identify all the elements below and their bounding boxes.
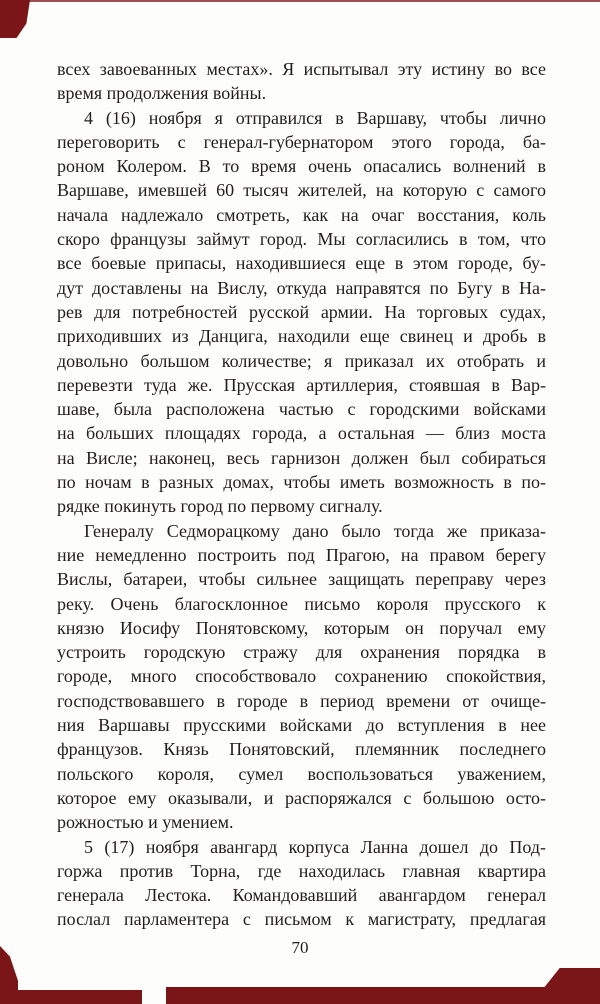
scan-edge-bottom-right-corner xyxy=(544,968,600,1004)
text-line: Генералу Седморацкому дано было тогда же приказа- xyxy=(84,520,546,541)
text-line: Варшаве, имевшей 60 тысяч жителей, на которую с самого xyxy=(57,180,546,201)
text-line: французов. Князь Понятовский, племянник последнего xyxy=(57,739,546,760)
text-line: 4 (16) ноября я отправился в Варшаву, чтобы лично xyxy=(84,107,546,128)
text-line: время продолжения войны. xyxy=(57,83,267,104)
scan-edge-bottom-strip-right xyxy=(166,987,600,1004)
text-line: все боевые припасы, находившиеся еще в этом городе, бу- xyxy=(57,253,546,274)
text-line: 5 (17) ноября авангард корпуса Ланна дошел до Под- xyxy=(84,836,546,857)
text-line: реку. Очень благосклонное письмо короля прусского к xyxy=(57,593,546,614)
page-number: 70 xyxy=(291,938,309,957)
text-line: ния Варшавы прусскими войсками до вступления в нее xyxy=(57,715,546,736)
text-line: перевезти туда же. Прусская артиллерия, стоявшая в Вар- xyxy=(57,374,546,395)
text-line: рожностью и умением. xyxy=(57,812,234,833)
text-line: Вислы, батареи, чтобы сильнее защищать переправу через xyxy=(57,569,546,590)
text-line: рев для потребностей русской армии. На торговых судах, xyxy=(57,301,546,322)
text-line: польского короля, сумел воспользоваться уважением, xyxy=(57,763,546,784)
text-line: довольно большом количестве; я приказал их отобрать и xyxy=(57,350,546,371)
scan-edge-top-left-corner xyxy=(0,0,30,38)
scan-edge-bottom-strip-left xyxy=(0,990,142,1004)
text-line: господствовавшего в городе в период времени от очище- xyxy=(57,690,546,711)
text-line: на больших площадях города, а остальная — близ моста xyxy=(57,423,546,444)
text-line: на Висле; наконец, весь гарнизон должен был собираться xyxy=(57,447,546,468)
text-line: переговорить с генерал-губернатором этого города, ба- xyxy=(57,131,546,152)
text-line: рядке покинуть город по первому сигналу. xyxy=(57,496,383,517)
text-line: роном Колером. В то время очень опасались волнений в xyxy=(57,156,546,177)
text-line: послал парламентера с письмом к магистрату, предлагая xyxy=(57,909,546,930)
text-line: ние немедленно построить под Прагою, на правом берегу xyxy=(57,544,546,565)
text-line: городе, много способствовало сохранению спокойствия, xyxy=(57,666,546,687)
page-text xyxy=(57,57,546,932)
text-line: всех завоеванных местах». Я испытывал эту истину во все xyxy=(57,59,546,79)
text-line: устроить городскую стражу для охранения порядка в xyxy=(57,642,546,663)
text-line: скоро французы займут город. Мы согласились в том, что xyxy=(57,229,546,250)
text-line: шаве, была расположена частью с городскими войсками xyxy=(57,399,546,420)
text-line: приходивших из Данцига, находили еще свинец и дробь в xyxy=(57,326,546,347)
scan-edge-top-strip xyxy=(24,0,600,2)
text-line: по ночам в разных домах, чтобы иметь возможность в по- xyxy=(57,472,546,493)
text-line: генерала Лестока. Командовавший авангардом генерал xyxy=(57,885,546,906)
text-line: начала надлежало смотреть, как на очаг восстания, коль xyxy=(57,204,546,225)
text-line: князю Иосифу Понятовскому, которым он поручал ему xyxy=(57,617,546,638)
text-line: которое ему оказывали, и распоряжался с большою осто- xyxy=(57,787,546,808)
text-line: дут доставлены на Вислу, откуда направятся по Бугу в На- xyxy=(57,277,546,298)
text-line: горжа против Торна, где находилась главная квартира xyxy=(57,860,546,881)
